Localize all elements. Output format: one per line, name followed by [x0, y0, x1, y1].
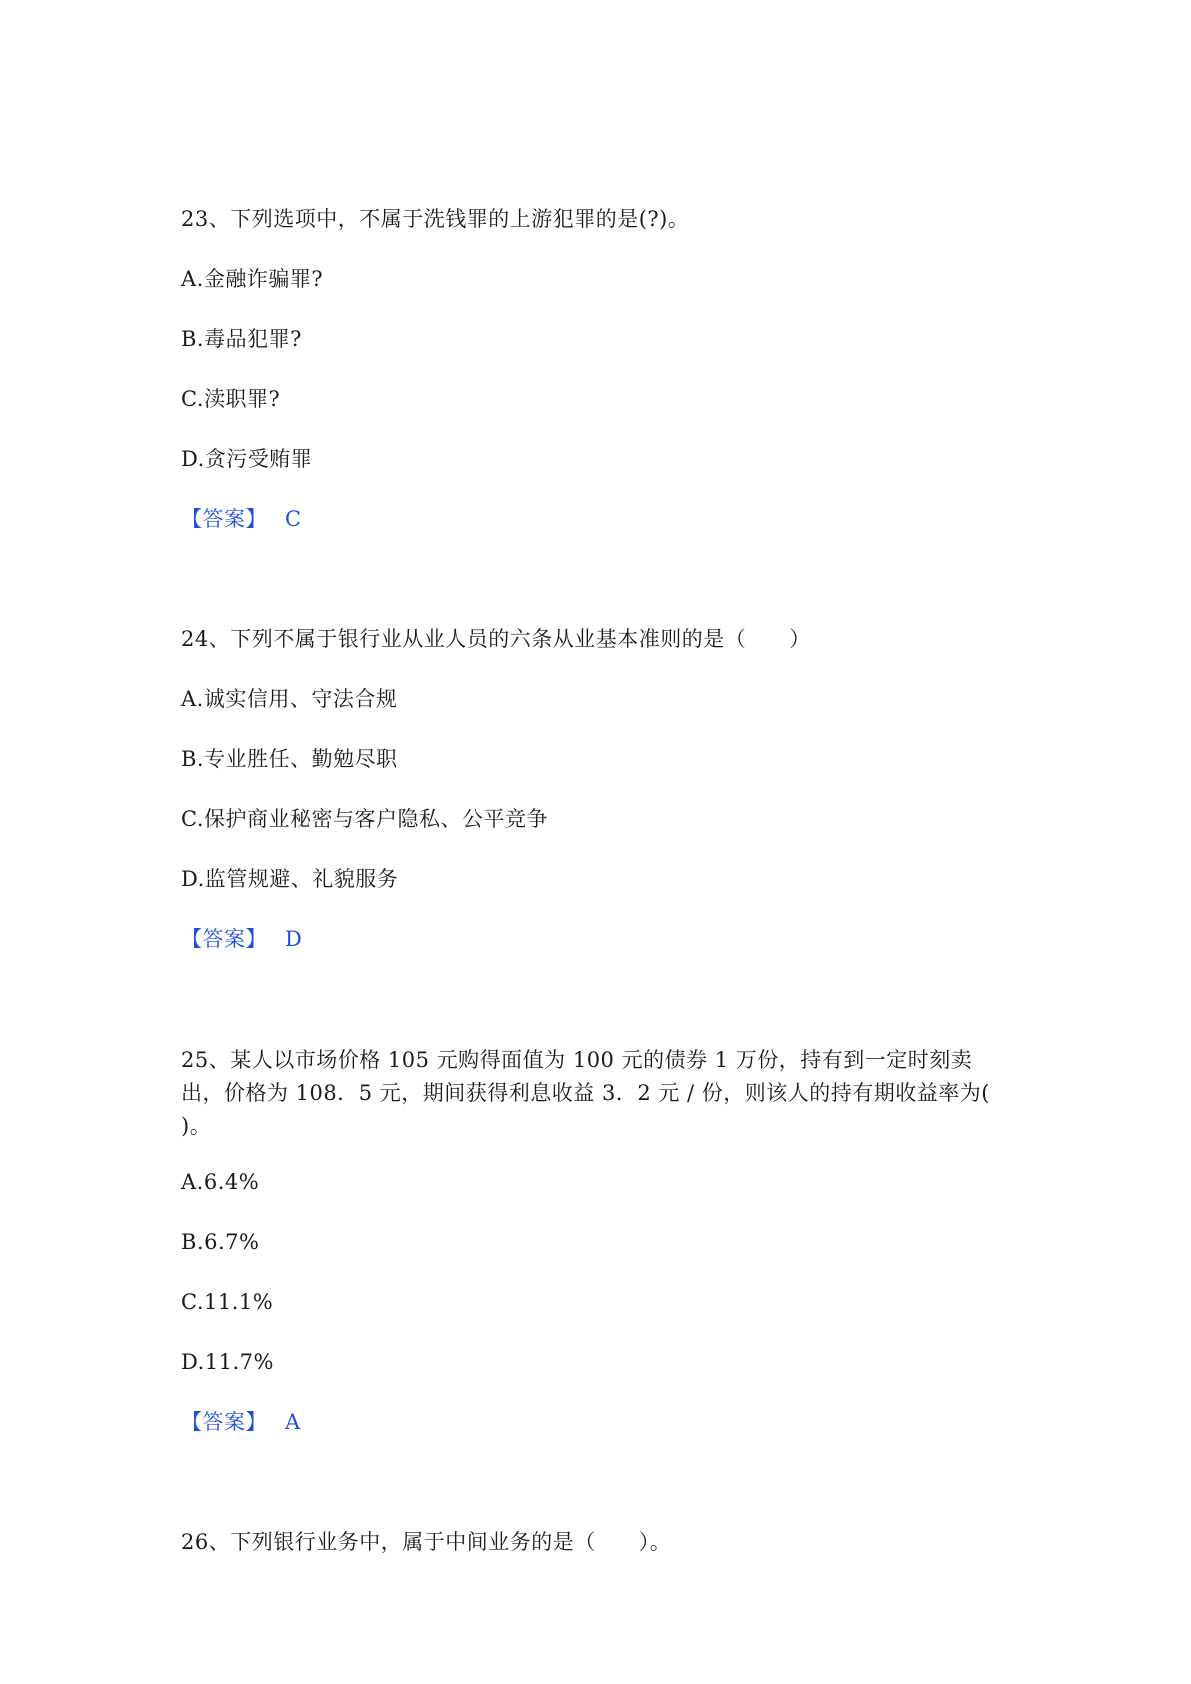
question-25-answer [181, 1410, 301, 1434]
question-24-stem: 24、下列不属于银行业从业人员的六条从业基本准则的是（ ） [181, 627, 811, 651]
question-24-option-c: C.保护商业秘密与客户隐私、公平竞争 [181, 807, 548, 831]
question-23-option-b: B.毒品犯罪? [181, 327, 302, 351]
question-24-answer [181, 927, 302, 951]
question-23-option-c: C.渎职罪? [181, 387, 281, 411]
answer-value: A [285, 1410, 301, 1434]
question-23-stem: 23、下列选项中，不属于洗钱罪的上游犯罪的是(?)。 [181, 207, 690, 231]
question-23-answer [181, 507, 302, 531]
question-25-stem: 25、某人以市场价格 105 元购得面值为 100 元的债券 1 万份，持有到一定时刻卖出，价格为 108．5 元，期间获得利息收益 3．2 元 / 份，则该人的持有期收益率为( )。 [181, 1048, 990, 1138]
question-24-option-a: A.诚实信用、守法合规 [181, 687, 398, 711]
question-23-option-a: A.金融诈骗罪? [181, 267, 324, 291]
question-23-option-d: D.贪污受贿罪 [181, 447, 313, 471]
answer-value: D [285, 927, 303, 951]
answer-label: 【答案】 [181, 927, 267, 951]
answer-value: C [285, 507, 302, 531]
question-25-option-c: C.11.1% [181, 1290, 274, 1314]
question-25-option-b: B.6.7% [181, 1230, 260, 1254]
question-25-option-a: A.6.4% [181, 1170, 260, 1194]
answer-label: 【答案】 [181, 1410, 267, 1434]
question-24-option-d: D.监管规避、礼貌服务 [181, 867, 399, 891]
question-24-option-b: B.专业胜任、勤勉尽职 [181, 747, 398, 771]
question-25-option-d: D.11.7% [181, 1350, 274, 1374]
question-26-stem: 26、下列银行业务中，属于中间业务的是（ ）。 [181, 1530, 672, 1554]
answer-label: 【答案】 [181, 507, 267, 531]
